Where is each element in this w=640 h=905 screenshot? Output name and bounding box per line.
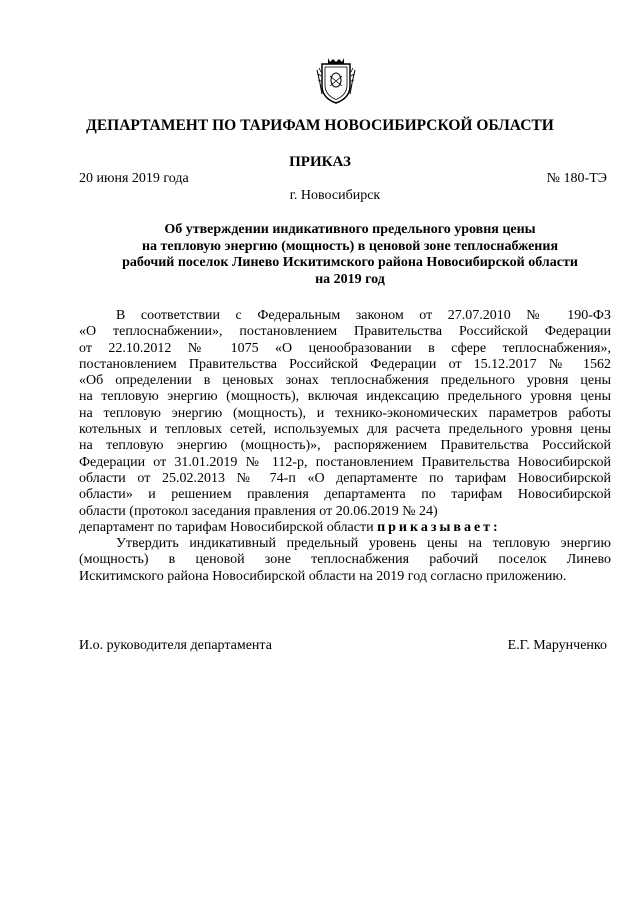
- preamble-line: области» и решением правления департамента по тарифам Новосибирской: [79, 487, 611, 503]
- subject-line: на 2019 год: [315, 271, 385, 287]
- preamble-line: области от 25.02.2013 № 74-п «О департаменте по тарифам Новосибирской: [79, 470, 611, 486]
- order-number: № 180-ТЭ: [546, 171, 607, 186]
- order-subject: [60, 222, 640, 288]
- resolution-last-line: Искитимского района Новосибирской области на 2019 год согласно приложению.: [79, 568, 567, 584]
- subject-line: рабочий поселок Линево Искитимского района Новосибирской области: [122, 255, 578, 271]
- resolution-line: (мощность) в ценовой зоне теплоснабжения рабочий поселок Линево: [79, 552, 611, 568]
- order-date: 20 июня 2019 года: [79, 171, 189, 186]
- preamble-line: В соответствии с Федеральным законом от 27.07.2010 № 190-ФЗ: [116, 308, 611, 323]
- preamble-line: «О теплоснабжении», постановлением Правительства Российской Федерации: [79, 324, 611, 340]
- preamble-line: постановлением Правительства Российской Федерации от 15.12.2017 № 1562: [79, 356, 611, 372]
- preamble-line: «Об определении в ценовых зонах теплоснабжения предельного уровня цены: [79, 373, 611, 389]
- coat-of-arms-icon: [316, 56, 356, 106]
- orders-word: приказывает:: [377, 519, 501, 535]
- resolution-line: Утвердить индикативный предельный уровень цены на тепловую энергию: [116, 536, 611, 552]
- preamble-line: от 22.10.2012 № 1075 «О ценообразовании в сфере теплоснабжения»,: [79, 340, 611, 356]
- subject-line: на тепловую энергию (мощность) в ценовой зоне теплоснабжения: [141, 238, 559, 254]
- order-title: ПРИКАЗ: [289, 154, 351, 170]
- signatory-name: Е.Г. Марунченко: [507, 638, 607, 653]
- orders-line: [79, 520, 611, 536]
- preamble-line: Федерации от 31.01.2019 № 112-р, постановлением Правительства Новосибирской: [79, 454, 611, 470]
- preamble-last-line: области (протокол заседания правления от 20.06.2019 № 24): [79, 503, 438, 519]
- order-body: [79, 308, 611, 585]
- preamble-line: на тепловую энергию (мощность), включая индексацию предельного уровня цены: [79, 389, 611, 405]
- signatory-position: И.о. руководителя департамента: [79, 638, 272, 653]
- order-city: г. Новосибирск: [289, 188, 381, 203]
- orders-prefix: департамент по тарифам Новосибирской области: [79, 519, 374, 535]
- subject-line: Об утверждении индикативного предельного уровня цены: [164, 222, 536, 237]
- preamble-line: на тепловую энергию (мощность), и технико-экономических параметров работы: [79, 405, 611, 421]
- preamble-line: котельных и тепловых сетей, используемых для расчета предельного уровня цены: [79, 422, 611, 438]
- preamble-line: на тепловую энергию (мощность)», распоряжением Правительства Российской: [79, 438, 611, 454]
- department-title: ДЕПАРТАМЕНТ ПО ТАРИФАМ НОВОСИБИРСКОЙ ОБЛАСТИ: [86, 117, 554, 134]
